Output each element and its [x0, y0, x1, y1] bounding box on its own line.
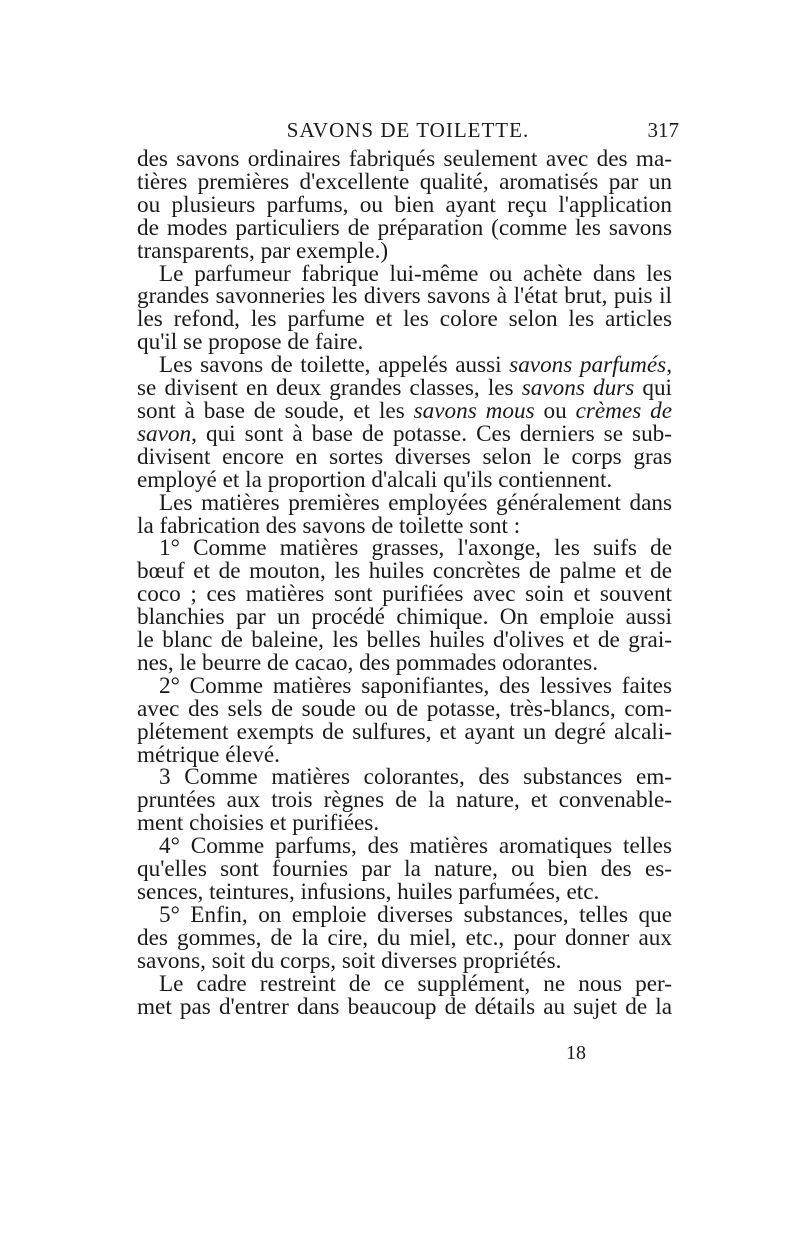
text-run: ,: [666, 352, 672, 379]
text-line: Le parfumeur fabrique lui-même ou achète dans les: [159, 260, 672, 287]
text-line: de modes particuliers de préparation (comme les savons: [137, 214, 672, 241]
text-run: qui: [634, 375, 673, 402]
text-run: sont à base de soude, et les: [137, 397, 414, 424]
italic-term: crèmes de: [575, 397, 673, 424]
text-line: 1° Comme matières grasses, l'axonge, les suifs de: [159, 535, 672, 562]
text-line: blanchies par un procédé chimique. On emploie aussi: [137, 604, 672, 631]
text-line: [137, 354, 672, 377]
text-line: [137, 420, 672, 447]
text-line: qu'elles sont fournies par la nature, ou bien des es-: [137, 856, 672, 883]
running-header: [137, 118, 679, 148]
text-line: sences, teintures, infusions, huiles parfumées, etc.: [137, 879, 600, 905]
text-run: se divisent en deux grandes classes, les: [137, 375, 522, 402]
text-line: le blanc de baleine, les belles huiles d'olives et de grai-: [137, 627, 672, 654]
text-line: ment choisies et purifiées.: [137, 810, 380, 837]
text-line: [137, 397, 673, 424]
text-line: plétement exempts de sulfures, et ayant un degré alcali-: [137, 718, 672, 745]
text-line: 2° Comme matières saponifiantes, des lessives faites: [159, 672, 672, 699]
text-line: transparents, par exemple.): [137, 237, 389, 264]
text-run: Les savons de toilette, appelés aussi: [159, 352, 510, 379]
text-run: ou: [534, 397, 576, 424]
italic-term: savons durs: [521, 375, 635, 402]
text-line: divisent encore en sortes diverses selon le corps gras: [137, 443, 672, 470]
page-number: 317: [647, 118, 679, 142]
signature-mark: 18: [566, 1042, 586, 1064]
text-line: nes, le beurre de cacao, des pommades odorantes.: [137, 649, 598, 676]
italic-term: savon: [137, 420, 192, 447]
running-title: SAVONS DE TOILETTE.: [286, 118, 530, 142]
text-line: Les matières premières employées généralement dans: [159, 489, 672, 516]
text-line: Le cadre restreint de ce supplément, ne nous per-: [159, 970, 672, 997]
text-line: bœuf et de mouton, les huiles concrètes de palme et de: [137, 558, 672, 585]
text-line: 4° Comme parfums, des matières aromatiques telles: [159, 833, 672, 860]
text-line: la fabrication des savons de toilette sont :: [137, 512, 521, 539]
italic-term: savons parfumés: [509, 352, 667, 379]
text-line: [137, 377, 672, 400]
text-line: grandes savonneries les divers savons à l'état brut, puis il: [137, 283, 672, 310]
text-line: métrique élevé.: [137, 741, 280, 768]
text-line: 3 Comme matières colorantes, des substances em-: [159, 764, 672, 791]
text-line: savons, soit du corps, soit diverses propriétés.: [137, 947, 562, 974]
text-line: coco ; ces matières sont purifiées avec soin et souvent: [137, 581, 672, 608]
body-text: [137, 148, 672, 1018]
text-line: avec des sels de soude ou de potasse, très-blancs, com-: [137, 695, 672, 722]
text-line: qu'il se propose de faire.: [137, 329, 364, 356]
text-line: les refond, les parfume et les colore selon les articles: [137, 306, 672, 333]
text-line: pruntées aux trois règnes de la nature, et convenable-: [137, 787, 672, 814]
text-line: met pas d'entrer dans beaucoup de détails au sujet de la: [137, 993, 672, 1020]
text-line: tières premières d'excellente qualité, aromatisés par un: [137, 168, 672, 195]
text-line: 5° Enfin, on emploie diverses substances, telles que: [159, 901, 672, 928]
text-run: , qui sont à base de potasse. Ces derniers se sub-: [191, 420, 672, 447]
text-line: des gommes, de la cire, du miel, etc., pour donner aux: [137, 924, 672, 951]
italic-term: savons mous: [413, 397, 535, 424]
text-line: employé et la proportion d'alcali qu'ils contiennent.: [137, 466, 613, 493]
text-line: des savons ordinaires fabriqués seulement avec des ma-: [137, 146, 672, 172]
text-line: ou plusieurs parfums, ou bien ayant reçu l'application: [137, 191, 672, 218]
